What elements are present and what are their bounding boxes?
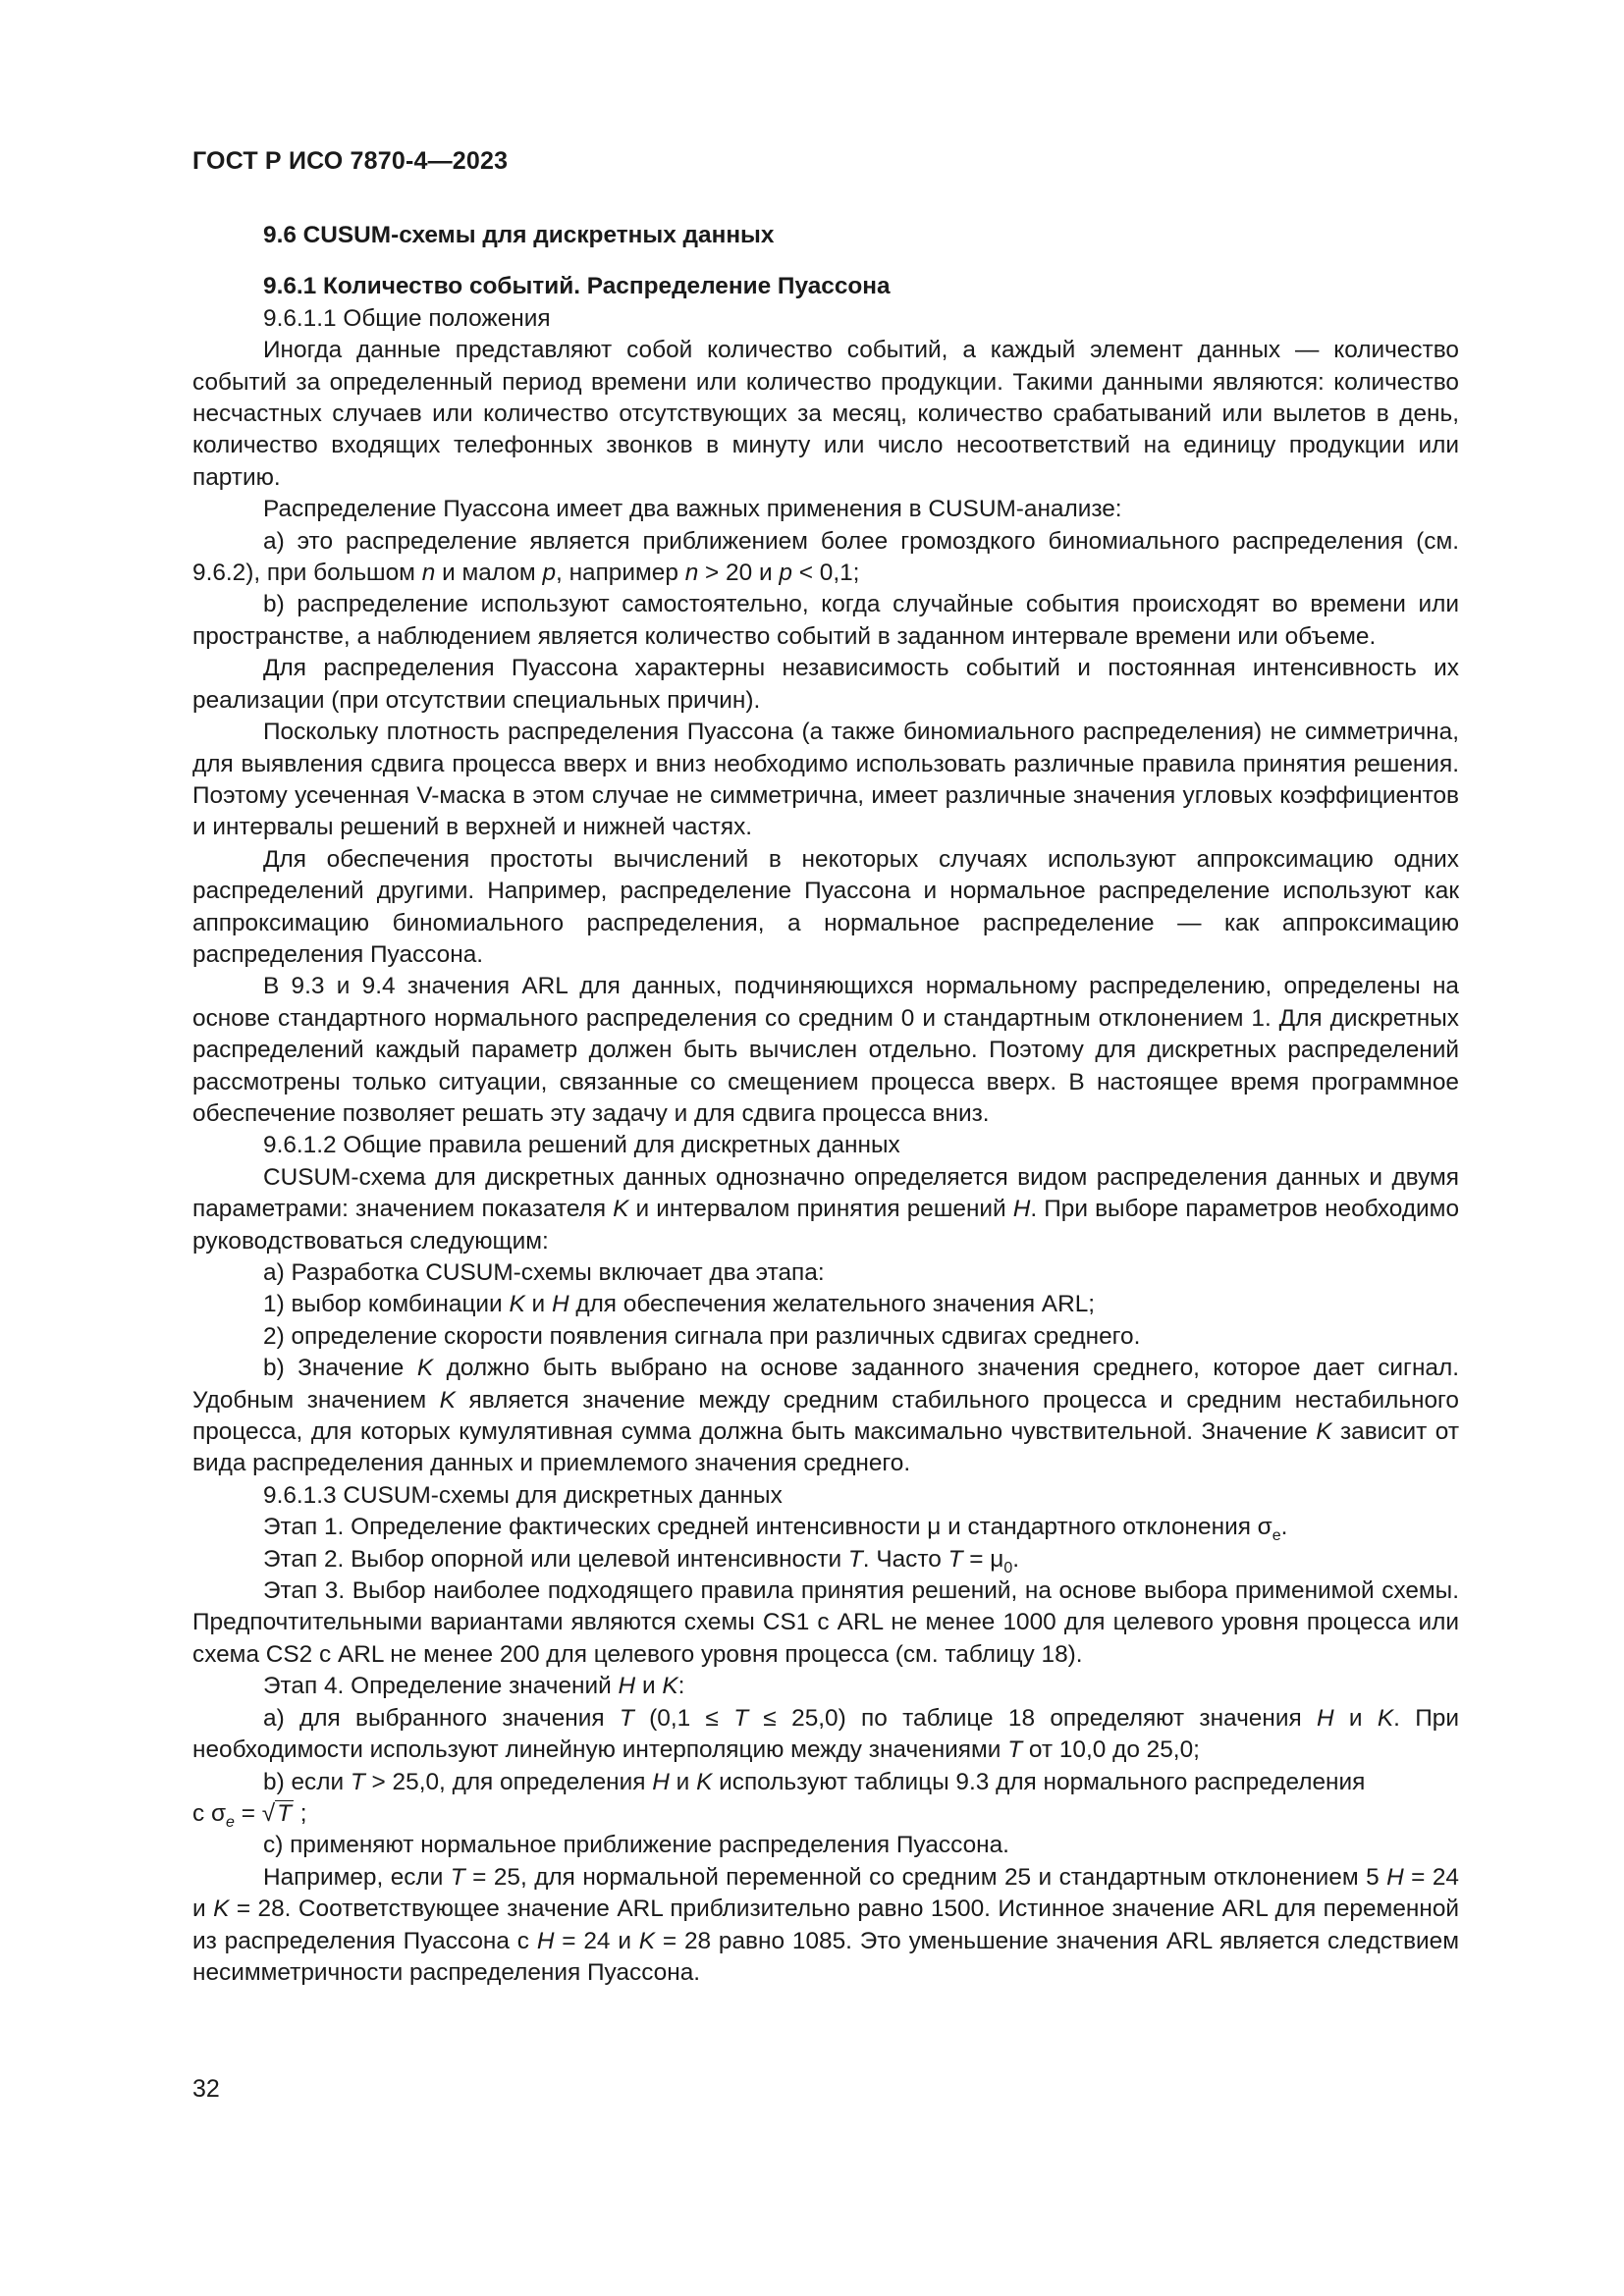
document-header: ГОСТ Р ИСО 7870-4—2023: [192, 147, 509, 175]
paragraph-2: Распределение Пуассона имеет два важных применения в CUSUM-анализе:: [263, 496, 1122, 523]
subsubsection-heading-3: 9.6.1.3 CUSUM-схемы для дискретных данных: [263, 1481, 783, 1509]
section-heading: 9.6 CUSUM-схемы для дискретных данных: [263, 222, 775, 248]
paragraph-10: a) Разработка CUSUM-схемы включает два этапа:: [263, 1259, 825, 1286]
paragraph-15: Этап 2. Выбор опорной или целевой интенсивности T. Часто $T = \mu_0$.: [263, 1545, 1020, 1576]
paragraph-13: b) Значение K должно быть выбрано на основе заданного значения среднего, которое дает сигнал. Удобным значением K является значение между средним стабильного процесса и средним нестабильного процесса, для которых кумулятивная сумма должна быть максимально чувствительной. Значение K зависит от вида распределения данных и приемлемого значения среднего.: [192, 1355, 1459, 1477]
paragraph-1: Иногда данные представляют собой количество событий, а каждый элемент данных — количество событий за определенный период времени или количество продукции. Такими данными являются: количество несчастных случаев или количество отсутствующих за месяц, количество срабатываний или вылетов в день, количество входящих телефонных звонков в минуту или число несоответствий на единицу продукции или партию.: [192, 337, 1459, 491]
subsection-heading: 9.6.1 Количество событий. Распределение Пуассона: [263, 273, 891, 300]
paragraph-7: Для обеспечения простоты вычислений в некоторых случаях используют аппроксимацию одних распределений другими. Например, распределение Пуассона и нормальное распределение используют как аппроксимацию биномиального распределения, а нормальное распределение — как аппроксимацию распределения Пуассона.: [192, 845, 1459, 968]
paragraph-21: Например, если T = 25, для нормальной переменной со средним 25 и стандартным отклонением 5 H = 24 и K = 28. Соответствующее значение ARL приблизительно равно 1500. Истинное значение ARL для переменной из распределения Пуассона с H = 24 и K = 28 равно 1085. Это уменьшение значения ARL является следствием несимметричности распределения Пуассона.: [192, 1863, 1460, 1986]
paragraph-14: Этап 1. Определение фактических средней интенсивности μ и стандартного отклонения $\sigma_e$.: [263, 1514, 1288, 1545]
paragraph-19: b) если T > 25,0, для определения H и K используют таблицы 9.3 для нормального распределения: [263, 1768, 1366, 1795]
paragraph-11: 1) выбор комбинации K и H для обеспечения желательного значения ARL;: [263, 1291, 1096, 1318]
subsubsection-heading-1: 9.6.1.1 Общие положения: [263, 304, 551, 332]
paragraph-4: b) распределение используют самостоятельно, когда случайные события происходят во времени или пространстве, а наблюдением является количество событий в заданном интервале времени или объеме.: [192, 591, 1459, 650]
paragraph-3: a) это распределение является приближением более громоздкого биномиального распределения (см. 9.6.2), при большом n и малом p, например n > 20 и p < 0,1;: [192, 527, 1459, 587]
paragraph-17: Этап 4. Определение значений H и K:: [263, 1673, 685, 1700]
paragraph-9: CUSUM-схема для дискретных данных однозначно определяется видом распределения данных и двумя параметрами: значением показателя K и интервалом принятия решений H. При выборе параметров необходимо руководствоваться следующим:: [192, 1163, 1460, 1255]
paragraph-18: a) для выбранного значения T (0,1 ≤ T ≤ 25,0) по таблице 18 определяют значения H и K. При необходимости используют линейную интерполяцию между значениями T от 10,0 до 25,0;: [192, 1704, 1459, 1764]
paragraph-16: Этап 3. Выбор наиболее подходящего правила принятия решений, на основе выбора применимой схемы. Предпочтительными вариантами являются схемы CS1 с ARL не менее 1000 для целевого уровня процесса или схема CS2 с ARL не менее 200 для целевого уровня процесса (см. таблицу 18).: [192, 1577, 1459, 1668]
document-body: [192, 220, 1459, 1989]
paragraph-20: c) применяют нормальное приближение распределения Пуассона.: [263, 1832, 1009, 1859]
paragraph-5: Для распределения Пуассона характерны независимость событий и постоянная интенсивность их реализации (при отсутствии специальных причин).: [192, 655, 1459, 714]
subsubsection-heading-2: 9.6.1.2 Общие правила решений для дискретных данных: [263, 1132, 900, 1159]
page-number: 32: [192, 2075, 220, 2103]
paragraph-12: 2) определение скорости появления сигнала при различных сдвигах среднего.: [263, 1322, 1141, 1350]
formula-sigma-sqrt-t: с $\sigma_e = √T$ ;: [192, 1799, 307, 1831]
paragraph-8: В 9.3 и 9.4 значения ARL для данных, подчиняющихся нормальному распределению, определены на основе стандартного нормального распределения со средним 0 и стандартным отклонением 1. Для дискретных распределений каждый параметр должен быть вычислен отдельно. Поэтому для дискретных распределений рассмотрены только ситуации, связанные со смещением процесса вверх. В настоящее время программное обеспечение позволяет решать эту задачу и для сдвига процесса вниз.: [192, 973, 1459, 1127]
paragraph-6: Поскольку плотность распределения Пуассона (а также биномиального распределения) не симметрична, для выявления сдвига процесса вверх и вниз необходимо использовать различные правила принятия решения. Поэтому усеченная V-маска в этом случае не симметрична, имеет различные значения угловых коэффициентов и интервалы решений в верхней и нижней частях.: [192, 719, 1459, 841]
